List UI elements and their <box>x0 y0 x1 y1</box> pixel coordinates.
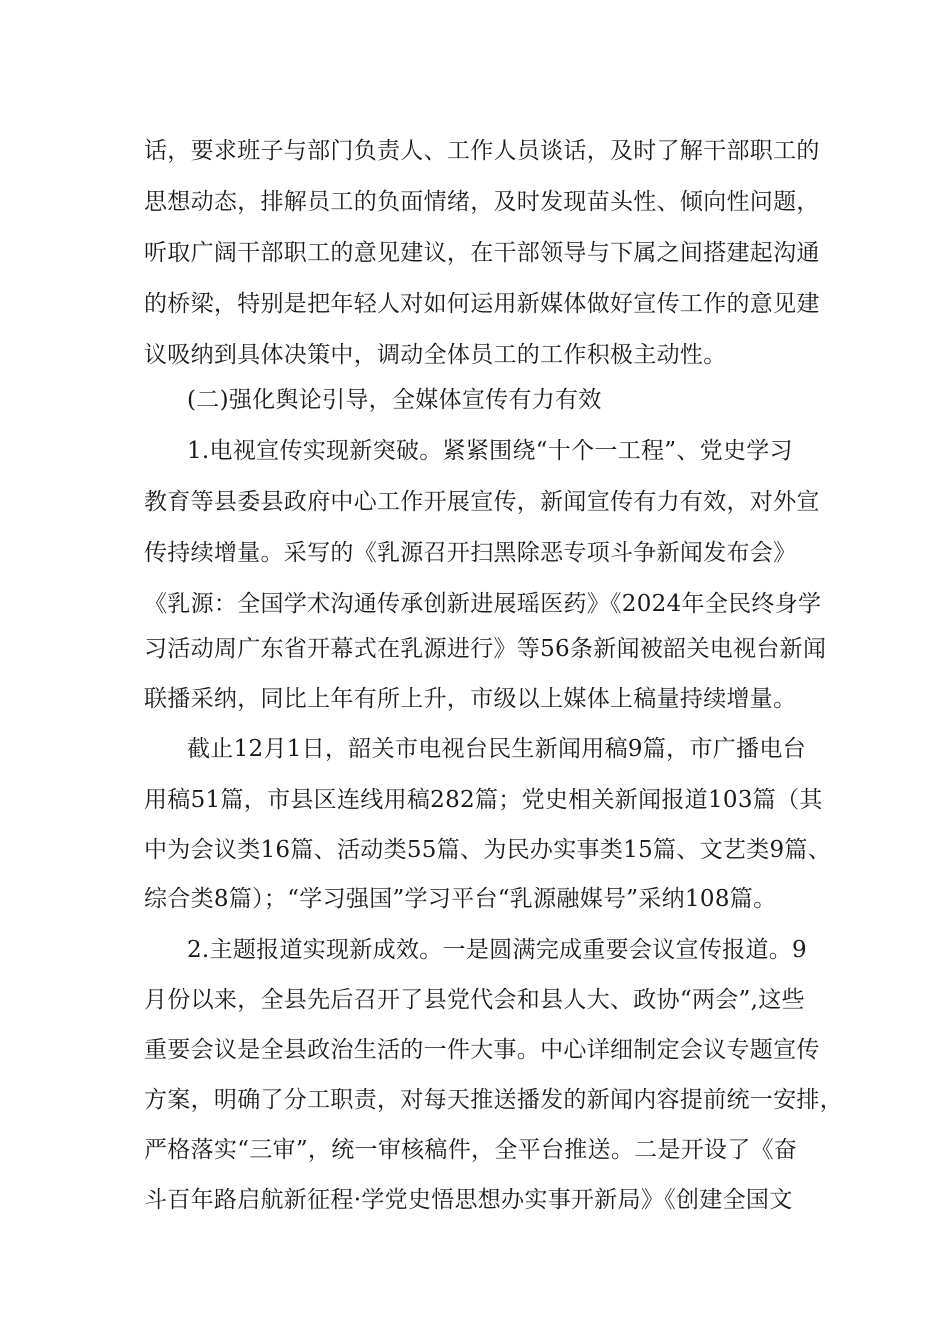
text-line: 方案，明确了分工职责，对每天推送播发的新闻内容提前统一安排， <box>144 1087 843 1113</box>
text-line: 严格落实“三审”，统一审核稿件，全平台推送。二是开设了《奋 <box>144 1137 798 1163</box>
text-line: 斗百年路启航新征程·学党史悟思想办实事开新局》《创建全国文 <box>144 1187 793 1213</box>
text-line: 截止12月1日，韶关市电视台民生新闻用稿9篇，市广播电台 <box>187 736 806 762</box>
text-line: 月份以来，全县先后召开了县党代会和县人大、政协“两会”,这些 <box>144 987 805 1013</box>
text-line: 1.电视宣传实现新突破。紧紧围绕“十个一工程”、党史学习 <box>187 438 793 464</box>
section-heading: (二)强化舆论引导，全媒体宣传有力有效 <box>187 387 602 413</box>
text-line: 综合类8篇）；“学习强国”学习平台“乳源融媒号”采纳108篇。 <box>144 886 777 912</box>
text-line: 重要会议是全县政治生活的一件大事。中心详细制定会议专题宣传 <box>144 1037 820 1063</box>
text-line: 用稿51篇，市县区连线用稿282篇；党史相关新闻报道103篇（其 <box>144 787 823 813</box>
text-line: 议吸纳到具体决策中，调动全体员工的工作积极主动性。 <box>144 342 727 368</box>
text-line: 的桥梁，特别是把年轻人对如何运用新媒体做好宣传工作的意见建 <box>144 291 820 317</box>
text-line: 习活动周广东省开幕式在乳源进行》等56条新闻被韶关电视台新闻 <box>144 636 827 662</box>
text-line: 思想动态，排解员工的负面情绪，及时发现苗头性、倾向性问题， <box>144 189 820 215</box>
text-line: 中为会议类16篇、活动类55篇、为民办实事类15篇、文艺类9篇、 <box>144 837 832 863</box>
text-line: 听取广阔干部职工的意见建议，在干部领导与下属之间搭建起沟通 <box>144 240 820 266</box>
text-line: 《乳源：全国学术沟通传承创新进展瑶医药》《2024年全民终身学 <box>144 591 822 617</box>
text-line: 联播采纳，同比上年有所上升，市级以上媒体上稿量持续增量。 <box>144 686 797 712</box>
text-line: 教育等县委县政府中心工作开展宣传，新闻宣传有力有效，对外宣 <box>144 489 820 515</box>
text-line: 传持续增量。采写的《乳源召开扫黑除恶专项斗争新闻发布会》 <box>144 540 797 566</box>
text-line: 话，要求班子与部门负责人、工作人员谈话，及时了解干部职工的 <box>144 138 820 164</box>
text-line: 2.主题报道实现新成效。一是圆满完成重要会议宣传报道。9 <box>187 937 807 963</box>
